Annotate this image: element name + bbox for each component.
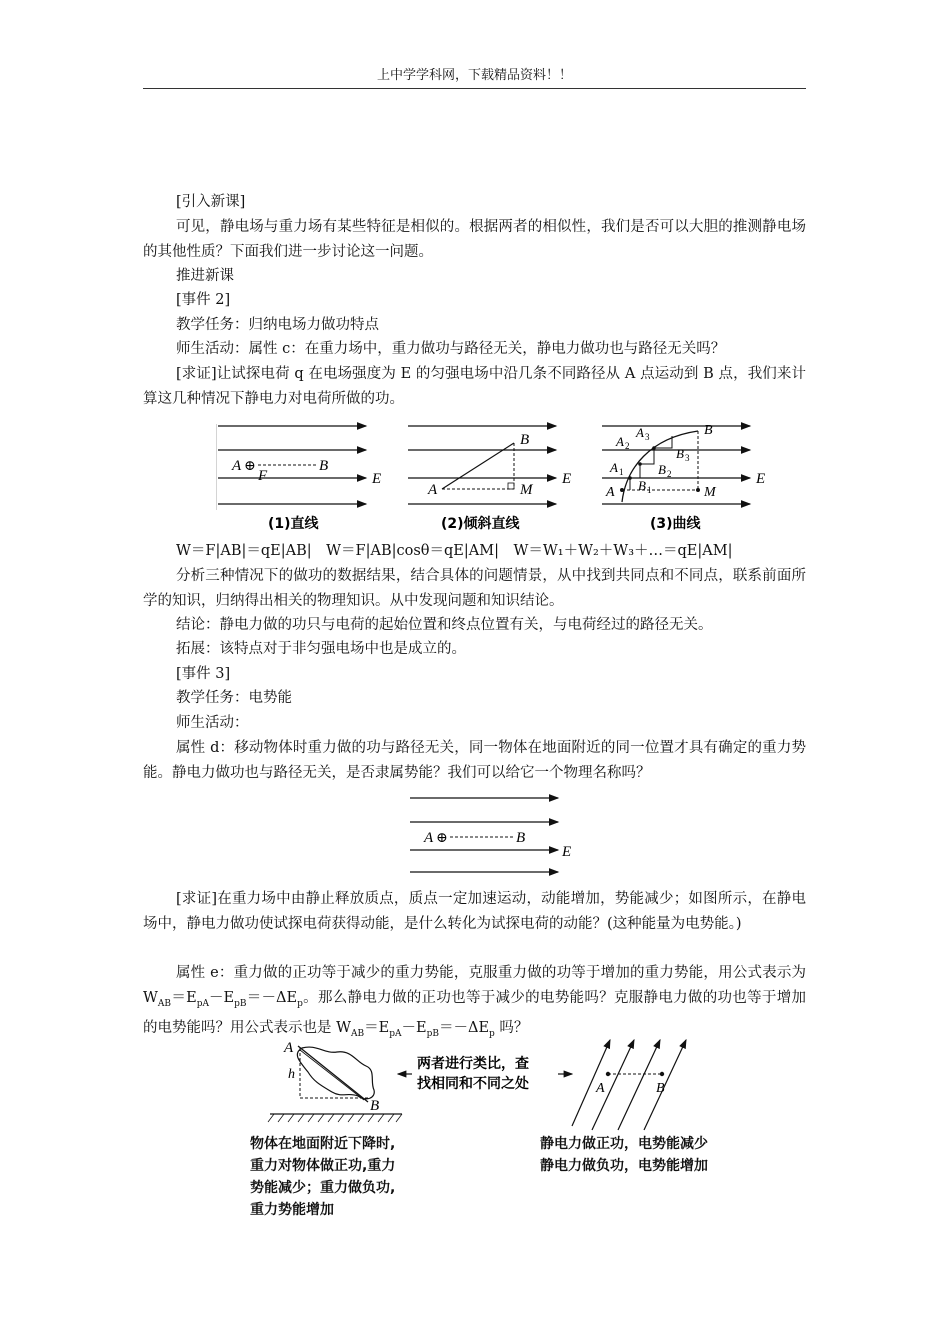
label-B-3: B xyxy=(704,423,713,438)
caption-straight: (1)直线 xyxy=(268,516,319,532)
prop-e-part2: 。那么静电力做的正功也等于减少的电势能吗？克服静电力做的功也等于增加的电势能吗？用公式表示也是 xyxy=(143,989,806,1036)
caption-curve: (3)曲线 xyxy=(650,516,701,532)
sub-1b: 1 xyxy=(647,485,652,495)
sub-2a: 2 xyxy=(625,441,630,451)
para-property-d: 属性 d：移动物体时重力做的功与路径无关，同一物体在地面附近的同一位置才具有确定的重力势能。静电力做功也与路径无关，是否隶属势能？我们可以给它一个物理名称吗？ xyxy=(143,740,806,781)
note-gravity-line: 物体在地面附近下降时, xyxy=(250,1136,396,1152)
label-B3: B xyxy=(676,446,684,461)
para-extension: 拓展：该特点对于非匀强电场中也是成立的。 xyxy=(176,641,466,657)
field-label-plus: ⊕ xyxy=(436,831,448,846)
sub-2b: 2 xyxy=(667,469,672,479)
sub-3a: 3 xyxy=(645,432,650,442)
note-gravity xyxy=(250,1133,395,1221)
para-event3: [事件 3] xyxy=(176,666,231,682)
label-A3: A xyxy=(636,425,644,440)
analogy-label-B-left: B xyxy=(370,1098,380,1114)
label-B2: B xyxy=(658,462,666,477)
figure-analogy xyxy=(262,1036,732,1140)
label-A-2: A xyxy=(428,482,438,498)
sub-3b: 3 xyxy=(685,453,690,463)
field-label-E: E xyxy=(562,844,572,860)
para-task3: 教学任务：电势能 xyxy=(176,690,292,706)
label-B-1: B xyxy=(319,458,329,474)
sub-1a: 1 xyxy=(619,467,624,477)
label-E-3: E xyxy=(756,471,766,487)
label-E-1: E xyxy=(372,471,382,487)
figure-field-svg xyxy=(408,792,578,876)
para-formulas: W＝F|AB|＝qE|AB| W＝F|AB|cosθ＝qE|AM| W＝W₁＋W₂＋W₃＋…＝qE|AM| xyxy=(176,543,733,559)
header-text: 上中学学科网，下载精品资料！！ xyxy=(376,68,572,83)
para-event2: [事件 2] xyxy=(176,292,231,308)
caption-slanted: (2)倾斜直线 xyxy=(441,516,520,532)
para-property-e xyxy=(143,961,806,1046)
label-A-3: A xyxy=(606,485,615,500)
note-gravity-line: 势能减少；重力做负功, xyxy=(250,1180,396,1196)
para-intro-heading: [引入新课] xyxy=(176,194,246,210)
figure-analogy-svg xyxy=(262,1036,732,1136)
field-label-A: A xyxy=(424,830,434,846)
formula-1: $W_{AB}=E_{pA}-E_{pB}=-\Delta E_p$ xyxy=(143,989,303,1009)
field-label-B: B xyxy=(516,830,526,846)
para-proof2: [求证]在重力场中由静止释放质点，质点一定加速运动，动能增加，势能减少；如图所示，在静电场中，静电力做功使试探电荷获得动能，是什么转化为试探电荷的动能？(这种能量为电势能。) xyxy=(143,891,806,932)
panel-slanted xyxy=(408,426,571,532)
prop-e-part1: 属性 e：重力做的正功等于减少的重力势能，克服重力做的功等于增加的重力势能，用公式表示为 xyxy=(176,965,806,981)
note-gravity-line: 重力对物体做正功,重力 xyxy=(250,1158,396,1174)
page-header xyxy=(143,66,806,89)
label-plus-1: ⊕ xyxy=(244,459,256,474)
note-electric-line: 静电力做负功，电势能增加 xyxy=(540,1158,708,1174)
prop-e-part3: 吗？ xyxy=(494,1019,529,1036)
figure-field xyxy=(408,792,578,880)
label-M-3: M xyxy=(704,485,716,500)
analogy-label-h: h xyxy=(288,1067,295,1082)
analogy-center-line1: 两者进行类比，查 xyxy=(417,1057,529,1072)
panel-curve xyxy=(602,423,765,532)
para-analysis: 分析三种情况下的做功的数据结果，结合具体的问题情景，从中找到共同点和不同点，联系前面所学的知识，归纳得出相关的物理知识。从中发现问题和知识结论。 xyxy=(143,568,806,609)
panel-straight xyxy=(216,424,381,532)
para-task2: 教学任务：归纳电场力做功特点 xyxy=(176,317,379,333)
para-conclusion: 结论：静电力做的功只与电荷的起始位置和终点位置有关，与电荷经过的路径无关。 xyxy=(176,617,713,633)
para-activity3: 师生活动： xyxy=(176,715,249,731)
label-A1: A xyxy=(610,460,618,475)
para-activity2: 师生活动：属性 c：在重力场中，重力做功与路径无关，静电力做功也与路径无关吗？ xyxy=(176,341,726,357)
label-M-2: M xyxy=(520,482,533,498)
analogy-label-B-right: B xyxy=(656,1081,665,1096)
label-B-2: B xyxy=(520,432,530,448)
note-electric-line: 静电力做正功，电势能减少 xyxy=(540,1136,708,1152)
label-B1: B xyxy=(638,478,646,493)
formula-2: $W_{AB}=E_{pA}-E_{pB}=-\Delta E_p$ xyxy=(336,1019,495,1039)
analogy-center-line2: 找相同和不同之处 xyxy=(417,1077,529,1092)
note-electric xyxy=(540,1133,708,1177)
label-A2: A xyxy=(616,434,624,449)
analogy-label-A-left: A xyxy=(284,1040,294,1056)
para-intro-text: 可见，静电场与重力场有某些特征是相似的。根据两者的相似性，我们是否可以大胆的推测静电场的其他性质？下面我们进一步讨论这一问题。 xyxy=(143,219,806,260)
note-gravity-line: 重力势能增加 xyxy=(250,1202,334,1218)
label-E-2: E xyxy=(562,471,572,487)
figure-paths-svg xyxy=(216,418,776,536)
label-A-1: A xyxy=(232,458,242,474)
para-advance: 推进新课 xyxy=(176,268,234,284)
label-F: F xyxy=(258,468,268,484)
figure-paths xyxy=(216,418,776,540)
analogy-label-A-right: A xyxy=(596,1081,605,1096)
para-proof1: [求证]让试探电荷 q 在电场强度为 E 的匀强电场中沿几条不同路径从 A 点运动到 B 点，我们来计算这几种情况下静电力对电荷所做的功。 xyxy=(143,366,806,407)
